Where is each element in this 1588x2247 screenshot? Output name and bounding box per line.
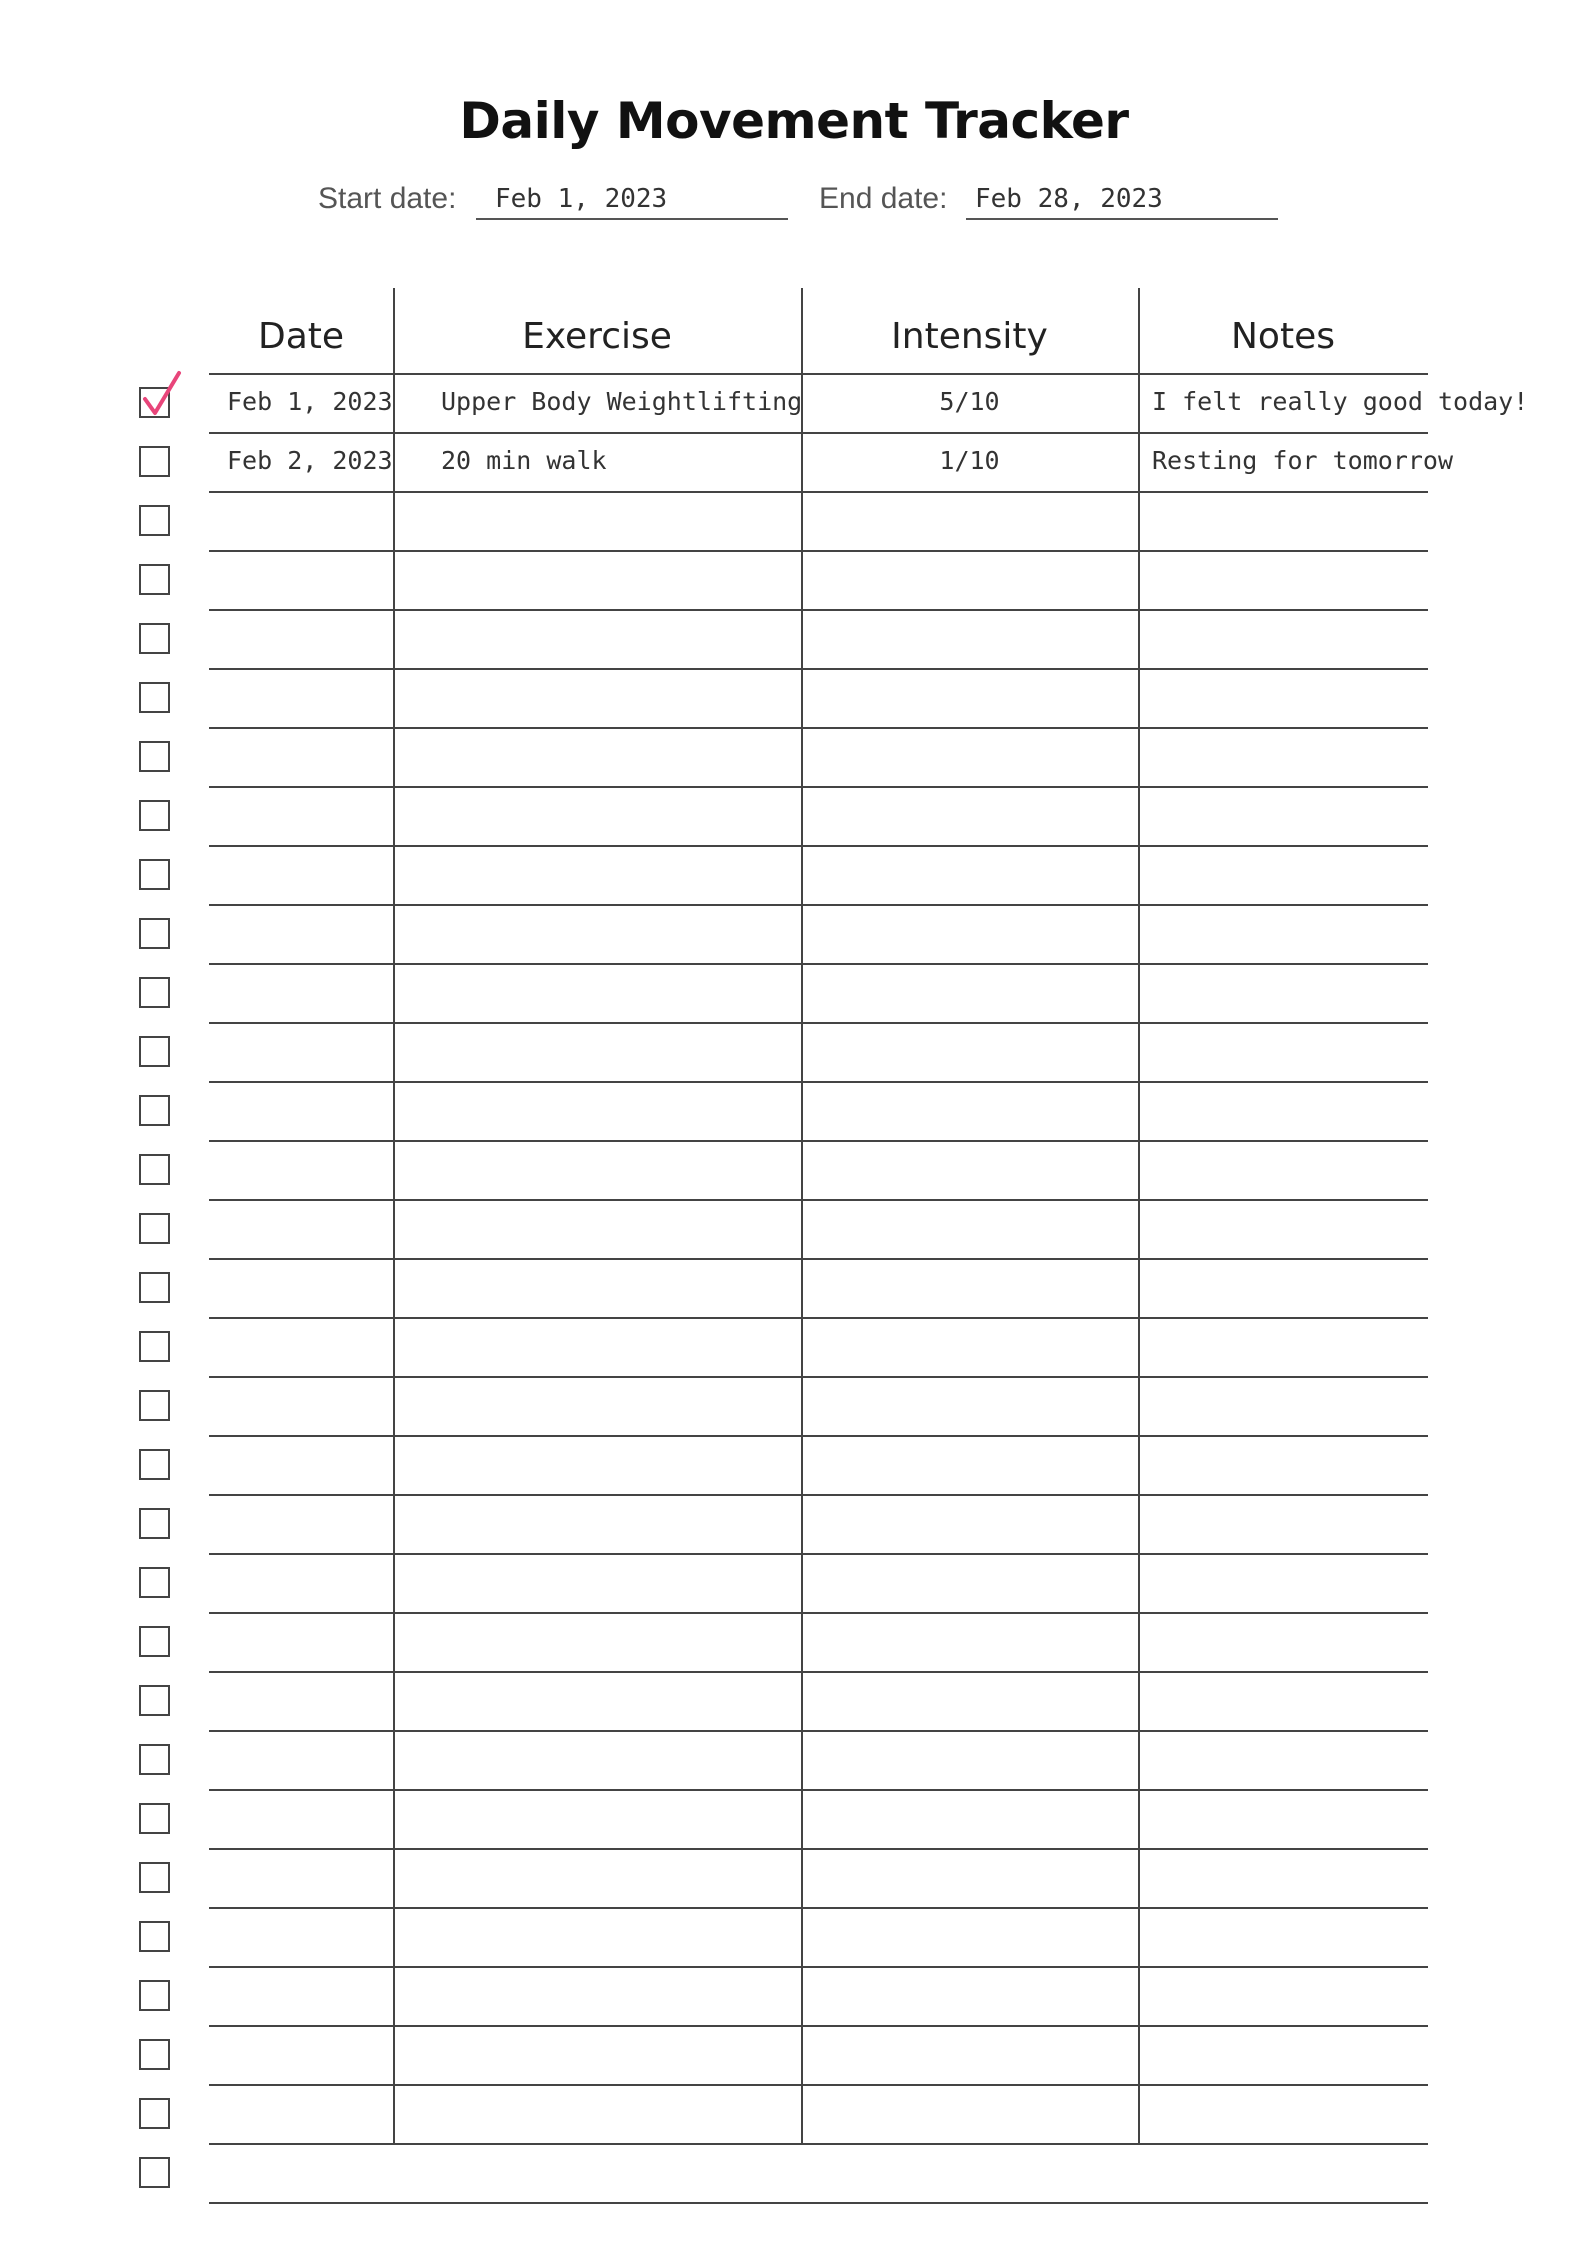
cell-exercise[interactable] [441,1626,801,1656]
cell-date[interactable] [227,1744,387,1774]
cell-intensity[interactable] [801,918,1138,948]
cell-date[interactable] [227,505,387,535]
row-checkbox[interactable] [139,1567,170,1598]
cell-exercise[interactable] [441,2157,801,2187]
cell-intensity[interactable] [801,1980,1138,2010]
cell-notes[interactable] [1152,1331,1482,1361]
row-checkbox[interactable] [139,1508,170,1539]
cell-exercise[interactable] [441,564,801,594]
cell-exercise[interactable] [441,741,801,771]
cell-notes[interactable] [1152,1508,1482,1538]
cell-notes[interactable] [1152,1036,1482,1066]
row-line [209,1022,1428,1024]
row-line [209,1907,1428,1909]
row-line [209,727,1428,729]
cell-date[interactable] [227,1331,387,1361]
row-line [209,1199,1428,1201]
row-checkbox[interactable] [139,2039,170,2070]
cell-intensity[interactable] [801,1213,1138,1243]
row-checkbox[interactable] [139,1213,170,1244]
cell-exercise[interactable] [441,1921,801,1951]
cell-date[interactable] [227,1862,387,1892]
row-line [209,2143,1428,2145]
cell-date[interactable] [227,1508,387,1538]
cell-intensity[interactable] [801,1154,1138,1184]
cell-exercise[interactable] [441,1036,801,1066]
row-checkbox[interactable] [139,1095,170,1126]
cell-exercise[interactable] [441,1803,801,1833]
row-checkbox[interactable] [139,741,170,772]
checkmark-icon [139,369,183,419]
cell-intensity[interactable] [801,1508,1138,1538]
cell-exercise[interactable] [441,1744,801,1774]
row-line [209,432,1428,434]
row-checkbox[interactable] [139,2157,170,2188]
row-checkbox[interactable] [139,1626,170,1657]
row-line [209,1671,1428,1673]
cell-date[interactable] [227,1213,387,1243]
end-date-value[interactable]: Feb 28, 2023 [975,184,1163,214]
cell-notes[interactable] [1152,1095,1482,1125]
cell-intensity[interactable] [801,1862,1138,1892]
cell-intensity[interactable] [801,2157,1138,2187]
row-line [209,845,1428,847]
cell-notes[interactable] [1152,859,1482,889]
end-date-label: End date: [819,182,948,215]
cell-notes[interactable] [1152,505,1482,535]
cell-date[interactable] [227,800,387,830]
row-checkbox[interactable] [139,1331,170,1362]
cell-date[interactable]: Feb 2, 2023 [227,446,393,475]
cell-intensity[interactable] [801,2098,1138,2128]
row-checkbox[interactable] [139,1449,170,1480]
cell-intensity[interactable] [801,1685,1138,1715]
cell-exercise[interactable] [441,918,801,948]
cell-date[interactable] [227,1095,387,1125]
cell-notes[interactable] [1152,1567,1482,1597]
row-line [209,1435,1428,1437]
row-line [209,1789,1428,1791]
cell-notes[interactable] [1152,682,1482,712]
cell-notes[interactable] [1152,2039,1482,2069]
cell-intensity[interactable] [801,741,1138,771]
cell-date[interactable] [227,2157,387,2187]
row-line [209,1612,1428,1614]
cell-exercise[interactable] [441,1390,801,1420]
cell-notes[interactable] [1152,1390,1482,1420]
cell-date[interactable] [227,918,387,948]
cell-exercise[interactable] [441,1862,801,1892]
row-line [209,1258,1428,1260]
cell-intensity[interactable]: 5/10 [939,387,1000,416]
row-checkbox[interactable] [139,1980,170,2011]
row-checkbox[interactable] [139,623,170,654]
cell-intensity[interactable] [801,1449,1138,1479]
row-checkbox[interactable] [139,682,170,713]
row-checkbox[interactable] [139,977,170,1008]
row-line [209,668,1428,670]
row-checkbox[interactable] [139,1744,170,1775]
cell-exercise[interactable] [441,2039,801,2069]
header-exercise: Exercise [522,316,672,357]
column-divider [393,288,395,2143]
cell-intensity[interactable] [801,1036,1138,1066]
row-line [209,1966,1428,1968]
cell-exercise[interactable] [441,1095,801,1125]
cell-date[interactable] [227,741,387,771]
cell-intensity[interactable] [801,800,1138,830]
row-line [209,550,1428,552]
cell-notes[interactable] [1152,1154,1482,1184]
cell-date[interactable] [227,1272,387,1302]
cell-notes[interactable] [1152,977,1482,1007]
cell-date[interactable] [227,977,387,1007]
row-checkbox[interactable] [139,918,170,949]
cell-exercise[interactable]: 20 min walk [441,446,607,475]
cell-notes[interactable] [1152,2157,1482,2187]
cell-date[interactable] [227,1921,387,1951]
row-checkbox[interactable] [139,1921,170,1952]
row-line [209,1494,1428,1496]
cell-exercise[interactable] [441,1331,801,1361]
row-line [209,1376,1428,1378]
cell-exercise[interactable] [441,1154,801,1184]
page-title: Daily Movement Tracker [459,92,1129,150]
cell-intensity[interactable] [801,1626,1138,1656]
row-line [209,1553,1428,1555]
cell-notes[interactable] [1152,564,1482,594]
row-line [209,2202,1428,2204]
cell-notes[interactable] [1152,1980,1482,2010]
cell-exercise[interactable] [441,2098,801,2128]
cell-exercise[interactable] [441,1567,801,1597]
cell-notes[interactable]: I felt really good today! [1152,387,1529,416]
row-line [209,1317,1428,1319]
cell-exercise[interactable] [441,1272,801,1302]
cell-intensity[interactable] [801,505,1138,535]
row-checkbox[interactable] [139,1390,170,1421]
row-checkbox[interactable] [139,446,170,477]
cell-intensity[interactable] [801,1272,1138,1302]
cell-intensity[interactable] [801,623,1138,653]
row-line [209,2025,1428,2027]
cell-intensity[interactable] [801,977,1138,1007]
cell-date[interactable] [227,564,387,594]
cell-notes[interactable] [1152,1744,1482,1774]
row-checkbox[interactable] [139,859,170,890]
cell-date[interactable]: Feb 1, 2023 [227,387,393,416]
row-checkbox[interactable] [139,1154,170,1185]
start-date-label: Start date: [318,182,457,215]
row-checkbox[interactable] [139,1036,170,1067]
cell-exercise[interactable] [441,859,801,889]
cell-notes[interactable] [1152,2098,1482,2128]
row-line [209,609,1428,611]
start-date-value[interactable]: Feb 1, 2023 [495,184,668,214]
column-divider [1138,288,1140,2143]
cell-notes[interactable] [1152,800,1482,830]
cell-exercise[interactable] [441,800,801,830]
cell-date[interactable] [227,2098,387,2128]
cell-intensity[interactable] [801,1331,1138,1361]
header-intensity: Intensity [891,316,1048,357]
row-line [209,904,1428,906]
cell-exercise[interactable] [441,623,801,653]
cell-date[interactable] [227,859,387,889]
cell-intensity[interactable] [801,682,1138,712]
row-checkbox[interactable] [139,1685,170,1716]
tracker-table [209,288,1529,2143]
row-line [209,1081,1428,1083]
cell-date[interactable] [227,1154,387,1184]
cell-notes[interactable] [1152,741,1482,771]
cell-date[interactable] [227,682,387,712]
row-checkbox[interactable] [139,564,170,595]
row-line [209,373,1428,375]
row-checkbox[interactable] [139,800,170,831]
cell-date[interactable] [227,1390,387,1420]
row-line [209,1140,1428,1142]
cell-date[interactable] [227,1449,387,1479]
cell-date[interactable] [227,623,387,653]
row-checkbox[interactable] [139,1862,170,1893]
end-date-line [966,218,1278,220]
cell-notes[interactable] [1152,1626,1482,1656]
row-line [209,1848,1428,1850]
header-notes: Notes [1231,316,1335,357]
cell-exercise[interactable]: Upper Body Weightlifting [441,387,803,416]
cell-date[interactable] [227,1036,387,1066]
cell-date[interactable] [227,2039,387,2069]
cell-notes[interactable] [1152,1921,1482,1951]
cell-exercise[interactable] [441,1685,801,1715]
cell-intensity[interactable] [801,1921,1138,1951]
cell-intensity[interactable] [801,1803,1138,1833]
cell-exercise[interactable] [441,1449,801,1479]
cell-intensity[interactable] [801,564,1138,594]
start-date-line [476,218,788,220]
cell-exercise[interactable] [441,977,801,1007]
cell-notes[interactable] [1152,1272,1482,1302]
header-date: Date [257,316,345,357]
cell-notes[interactable]: Resting for tomorrow [1152,446,1454,475]
cell-intensity[interactable] [801,1390,1138,1420]
cell-exercise[interactable] [441,682,801,712]
row-checkbox[interactable] [139,387,170,418]
row-checkbox[interactable] [139,1272,170,1303]
cell-exercise[interactable] [441,1213,801,1243]
row-checkbox[interactable] [139,1803,170,1834]
cell-intensity[interactable] [801,1095,1138,1125]
row-line [209,2084,1428,2086]
cell-exercise[interactable] [441,1508,801,1538]
cell-intensity[interactable]: 1/10 [939,446,1000,475]
cell-date[interactable] [227,1567,387,1597]
row-line [209,491,1428,493]
cell-notes[interactable] [1152,1862,1482,1892]
row-line [209,786,1428,788]
row-line [209,963,1428,965]
cell-notes[interactable] [1152,918,1482,948]
cell-date[interactable] [227,1685,387,1715]
cell-intensity[interactable] [801,1744,1138,1774]
cell-date[interactable] [227,1626,387,1656]
cell-date[interactable] [227,1980,387,2010]
row-checkbox[interactable] [139,505,170,536]
cell-intensity[interactable] [801,2039,1138,2069]
cell-notes[interactable] [1152,1685,1482,1715]
cell-notes[interactable] [1152,623,1482,653]
cell-notes[interactable] [1152,1803,1482,1833]
cell-intensity[interactable] [801,859,1138,889]
row-checkbox[interactable] [139,2098,170,2129]
row-line [209,1730,1428,1732]
cell-exercise[interactable] [441,1980,801,2010]
cell-notes[interactable] [1152,1213,1482,1243]
cell-exercise[interactable] [441,505,801,535]
cell-notes[interactable] [1152,1449,1482,1479]
cell-intensity[interactable] [801,1567,1138,1597]
cell-date[interactable] [227,1803,387,1833]
